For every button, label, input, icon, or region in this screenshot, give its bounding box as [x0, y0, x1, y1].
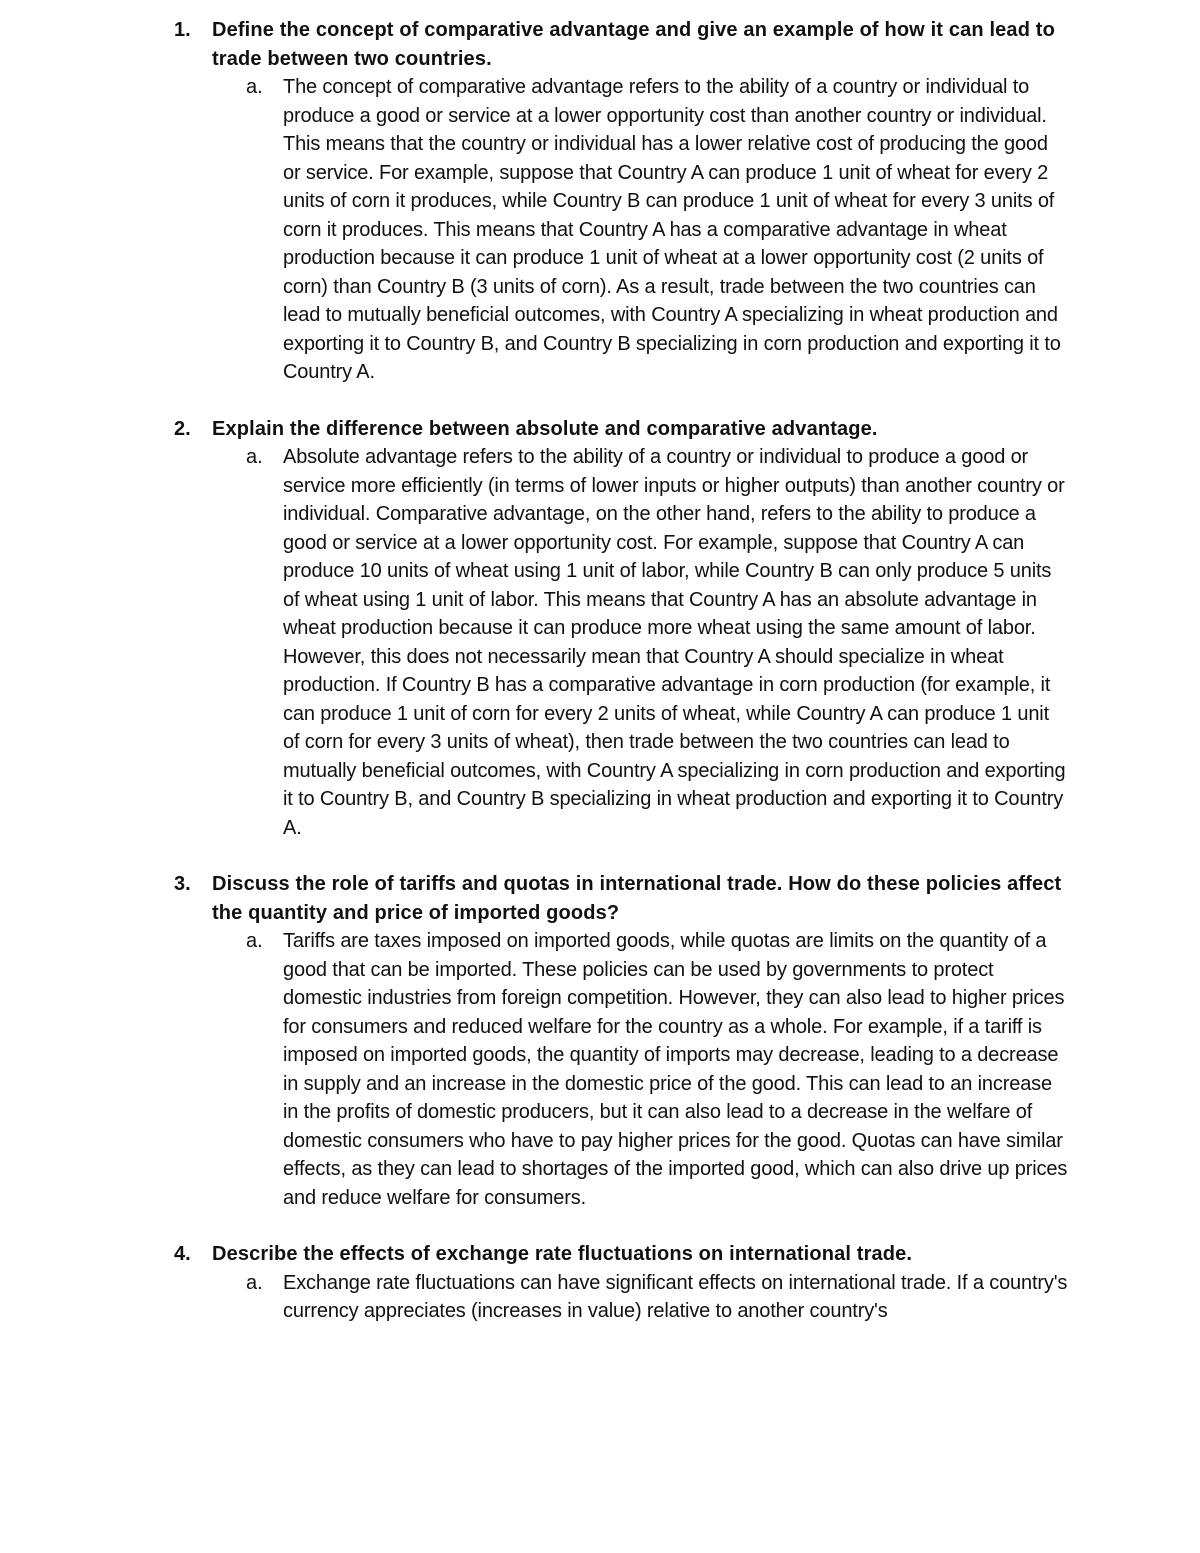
answer-item	[0, 927, 1200, 1212]
question-number: 3.	[174, 873, 191, 895]
answer-letter: a.	[246, 446, 263, 468]
answer-text: Tariffs are taxes imposed on imported goods, while quotas are limits on the quantity of a good that can be imported. These policies can be used by governments to protect domestic industries from foreign competition. However, they can also lead to higher prices for consumers and reduced welfare for the country as a whole. For example, if a tariff is imposed on imported goods, the quantity of imports may decrease, leading to a decrease in supply and an increase in the domestic price of the good. This can lead to an increase in the profits of domestic producers, but it can also lead to a decrease in the welfare of domestic consumers who have to pay higher prices for the good. Quotas can have similar effects, as they can lead to shortages of the imported good, which can also drive up prices and reduce welfare for consumers.	[283, 930, 1068, 1209]
answer-letter: a.	[246, 76, 263, 98]
answer-text: The concept of comparative advantage refers to the ability of a country or individual to produce a good or service at a lower opportunity cost than another country or individual. This means that the country or individual has a lower relative cost of producing the good or service. For example, suppose that Country A can produce 1 unit of wheat for every 2 units of corn it produces, while Country B can produce 1 unit of wheat for every 3 units of corn it produces. This means that Country A has a comparative advantage in wheat production because it can produce 1 unit of wheat at a lower opportunity cost (2 units of corn) than Country B (3 units of corn). As a result, trade between the two countries can lead to mutually beneficial outcomes, with Country A specializing in wheat production and exporting it to Country B, and Country B specializing in corn production and exporting it to Country A.	[283, 76, 1061, 383]
question-4	[0, 1240, 1200, 1326]
question-1	[0, 16, 1200, 387]
answer-text: Exchange rate fluctuations can have significant effects on international trade. If a country's currency appreciates (increases in value) relative to another country's	[283, 1271, 1068, 1322]
question-title: Define the concept of comparative advantage and give an example of how it can lead to trade between two countries.	[212, 19, 1055, 70]
answer-item	[0, 1269, 1200, 1326]
question-list	[0, 16, 1200, 1354]
question-title: Explain the difference between absolute and comparative advantage.	[212, 417, 878, 440]
question-3	[0, 870, 1200, 1212]
question-number: 1.	[174, 19, 191, 41]
answer-text: Absolute advantage refers to the ability of a country or individual to produce a good or service more efficiently (in terms of lower inputs or higher outputs) than another country or individual. Comparative advantage, on the other hand, refers to the ability to produce a good or service at a lower opportunity cost. For example, suppose that Country A can produce 10 units of wheat using 1 unit of labor, while Country B can only produce 5 units of wheat using 1 unit of labor. This means that Country A has an absolute advantage in wheat production because it can produce more wheat using the same amount of labor. However, this does not necessarily mean that Country A should specialize in wheat production. If Country B has a comparative advantage in corn production (for example, it can produce 1 unit of corn for every 2 units of wheat, while Country A can produce 1 unit of corn for every 3 units of wheat), then trade between the two countries can lead to mutually beneficial outcomes, with Country A specializing in corn production and exporting it to Country B, and Country B specializing in wheat production and exporting it to Country A.	[283, 446, 1066, 839]
question-2	[0, 415, 1200, 843]
question-number: 2.	[174, 417, 191, 440]
question-number: 4.	[174, 1243, 191, 1265]
answer-letter: a.	[246, 930, 263, 952]
answer-item	[0, 73, 1200, 387]
answer-item	[0, 443, 1200, 842]
answer-letter: a.	[246, 1271, 263, 1294]
question-title: Discuss the role of tariffs and quotas in international trade. How do these policies affect the quantity and price of imported goods?	[212, 873, 1062, 924]
question-title: Describe the effects of exchange rate fluctuations on international trade.	[212, 1243, 913, 1265]
